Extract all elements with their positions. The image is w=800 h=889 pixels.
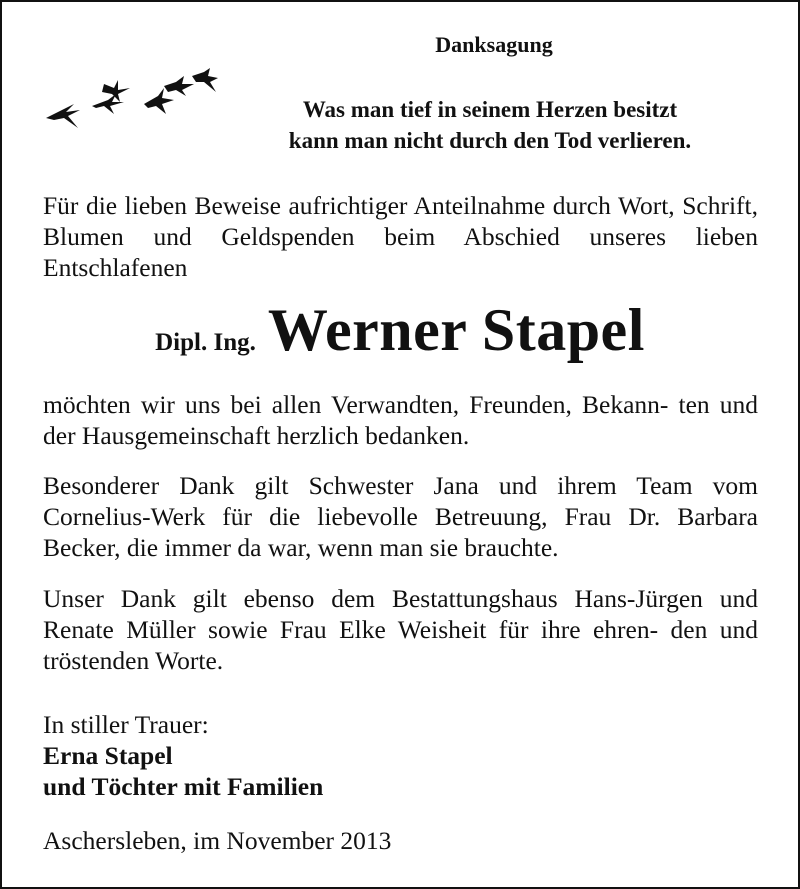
signature-line: und Töchter mit Familien bbox=[43, 772, 324, 801]
motto-line: kann man nicht durch den Tod verlieren. bbox=[288, 128, 692, 153]
motto bbox=[230, 94, 750, 156]
signature-block bbox=[43, 709, 323, 802]
place-and-date: Aschersleben, im November 2013 bbox=[43, 826, 392, 855]
deceased-name-row bbox=[0, 296, 800, 365]
thanks-paragraph: möchten wir uns bei allen Verwandten, Freunden, Bekann- ten und der Hausgemeinschaft herzlich bedanken. bbox=[43, 390, 758, 450]
signature-intro: In stiller Trauer: bbox=[43, 710, 209, 739]
motto-line: Was man tief in seinem Herzen besitzt bbox=[302, 97, 678, 122]
thanks-paragraph: Besonderer Dank gilt Schwester Jana und ihrem Team vom Cornelius-Werk für die liebevolle Betreuung, Frau Dr. Barbara Becker, die immer da war, wenn man sie brauchte. bbox=[43, 471, 758, 562]
deceased-name: Werner Stapel bbox=[267, 297, 645, 363]
intro-paragraph: Für die lieben Beweise aufrichtiger Anteilnahme durch Wort, Schrift, Blumen und Geldspenden beim Abschied unseres lieben Entschlafenen bbox=[43, 191, 758, 282]
thanks-paragraph: Unser Dank gilt ebenso dem Bestattungshaus Hans-Jürgen und Renate Müller sowie Frau Elke Weisheit für ihre ehren- den und tröstenden Worte. bbox=[43, 584, 758, 675]
notice-heading: Danksagung bbox=[435, 32, 553, 57]
flying-birds-icon bbox=[44, 66, 224, 136]
signature-line: Erna Stapel bbox=[43, 741, 173, 770]
academic-title: Dipl. Ing. bbox=[155, 329, 256, 356]
